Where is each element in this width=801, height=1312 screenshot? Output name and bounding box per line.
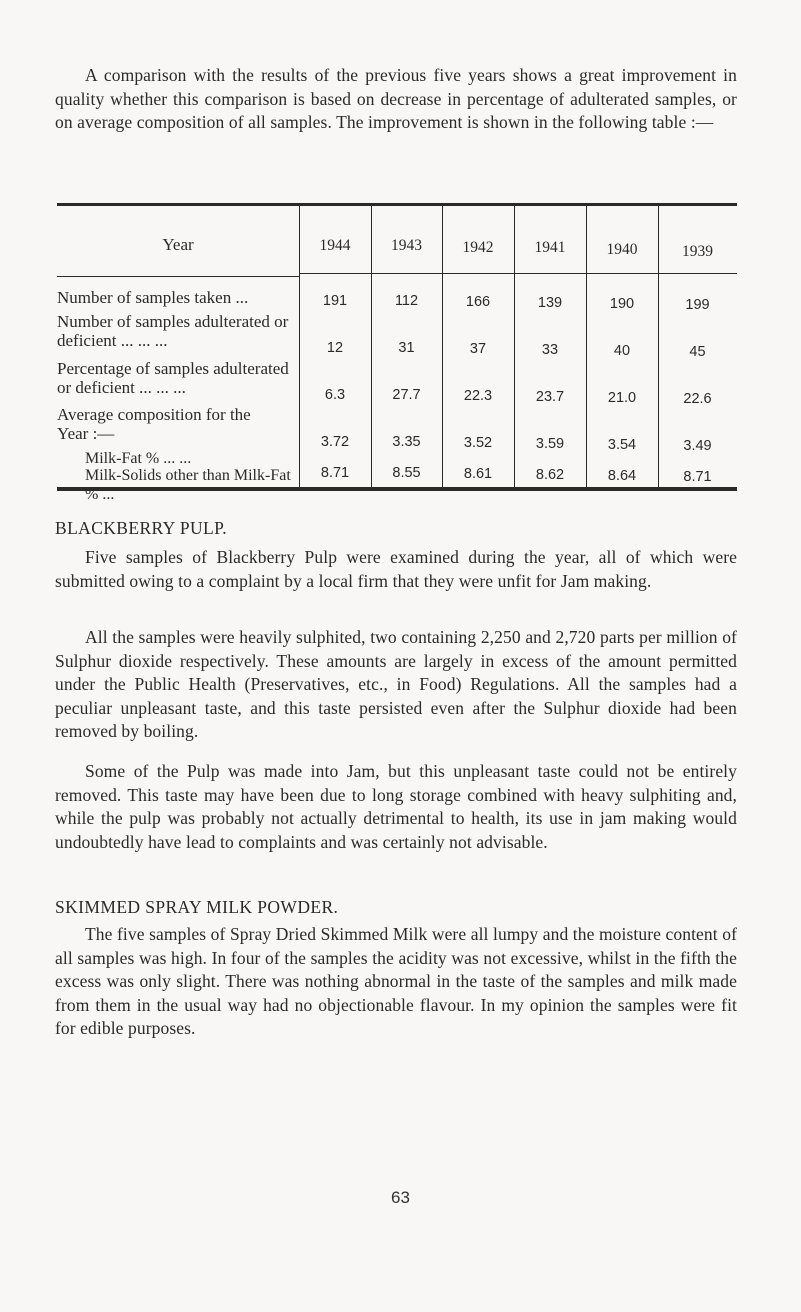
- year-1940: 1940: [606, 241, 638, 258]
- cell: 3.49: [683, 438, 712, 454]
- year-1939: 1939: [682, 243, 713, 260]
- cell: 23.7: [535, 389, 565, 405]
- intro-paragraph: A comparison with the results of the previous five years shows a great improvement in quality whether this comparison is based on decrease in percentage of adulterated samples, or on average composition of all samples. The improvement is shown in the following table :—: [55, 65, 737, 132]
- cell: 3.54: [607, 437, 637, 453]
- row-label-percentage-adulterated: Percentage of samples adulterated or deficient ... ... ...: [57, 359, 289, 397]
- cell: 8.64: [607, 468, 637, 484]
- cell: 22.3: [463, 388, 493, 404]
- cell: 8.71: [683, 469, 712, 485]
- year-1944: 1944: [319, 237, 351, 254]
- row-label-milk-fat: Milk-Fat % ... ...: [85, 450, 192, 467]
- cell: 40: [613, 343, 631, 359]
- cell: 8.71: [320, 465, 350, 481]
- blackberry-paragraph-1: Five samples of Blackberry Pulp were examined during the year, all of which were submitted owing to a complaint by a local firm that they were unfit for Jam making.: [55, 547, 737, 591]
- cell: 191: [322, 293, 348, 309]
- year-1941: 1941: [534, 239, 566, 256]
- row-label-samples-taken: Number of samples taken ...: [57, 288, 249, 307]
- cell: 6.3: [324, 387, 346, 403]
- cell: 3.72: [320, 434, 350, 450]
- cell: 3.52: [463, 435, 493, 451]
- cell: 45: [689, 344, 706, 360]
- blackberry-paragraph-2: All the samples were heavily sulphited, two containing 2,250 and 2,720 parts per million of Sulphur dioxide respectively. These amounts are largely in excess of the amount permitted under the Public Health (Preservatives, etc., in Food) Regulations. All the samples had a peculiar unpleasant taste, and this taste persisted even after the Sulphur dioxide had been removed by boiling.: [55, 627, 737, 741]
- cell: 27.7: [392, 387, 421, 403]
- cell: 190: [609, 296, 635, 312]
- blackberry-heading: BLACKBERRY PULP.: [55, 518, 228, 538]
- cell: 199: [685, 297, 710, 313]
- page-number: 63: [391, 1188, 410, 1207]
- row-label-average-composition: Average composition for the Year :—: [57, 405, 251, 443]
- cell: 8.55: [392, 465, 421, 481]
- cell: 31: [398, 340, 415, 356]
- cell: 21.0: [607, 390, 637, 406]
- spray-paragraph-1: The five samples of Spray Dried Skimmed Milk were all lumpy and the moisture content of all samples was high. In four of the samples the acidity was not excessive, whilst in the fifth the excess was only slight. There was nothing abnormal in the taste of the samples and milk made from them in the usual way had no objectionable flavour. In my opinion the samples were fit for edible purposes.: [55, 924, 737, 1038]
- cell: 112: [394, 293, 419, 309]
- row-label-milk-solids: Milk-Solids other than Milk-Fat % ...: [85, 467, 291, 503]
- cell: 3.35: [392, 434, 421, 450]
- cell: 139: [537, 295, 563, 311]
- year-1942: 1942: [462, 239, 494, 256]
- year-header: Year: [162, 235, 194, 254]
- cell: 37: [469, 341, 487, 357]
- year-underline: [57, 276, 299, 277]
- spray-heading: SKIMMED SPRAY MILK POWDER.: [55, 897, 339, 917]
- cell: 12: [326, 340, 344, 356]
- comparison-table: [57, 203, 737, 491]
- cell: 166: [465, 294, 491, 310]
- cell: 33: [541, 342, 559, 358]
- cell: 22.6: [683, 391, 712, 407]
- cell: 8.62: [535, 467, 565, 483]
- cell: 8.61: [463, 466, 493, 482]
- blackberry-paragraph-3: Some of the Pulp was made into Jam, but this unpleasant taste could not be entirely removed. This taste may have been due to long storage combined with heavy sulphiting and, while the pulp was probably not actually detrimental to health, its use in jam making would undoubtedly have lead to complaints and was certainly not advisable.: [55, 761, 737, 852]
- row-label-samples-adulterated: Number of samples adulterated or deficient ... ... ...: [57, 312, 289, 350]
- year-1943: 1943: [391, 237, 422, 254]
- header-bottom-rule: [299, 273, 737, 274]
- table-top-rule: [57, 203, 737, 206]
- cell: 3.59: [535, 436, 565, 452]
